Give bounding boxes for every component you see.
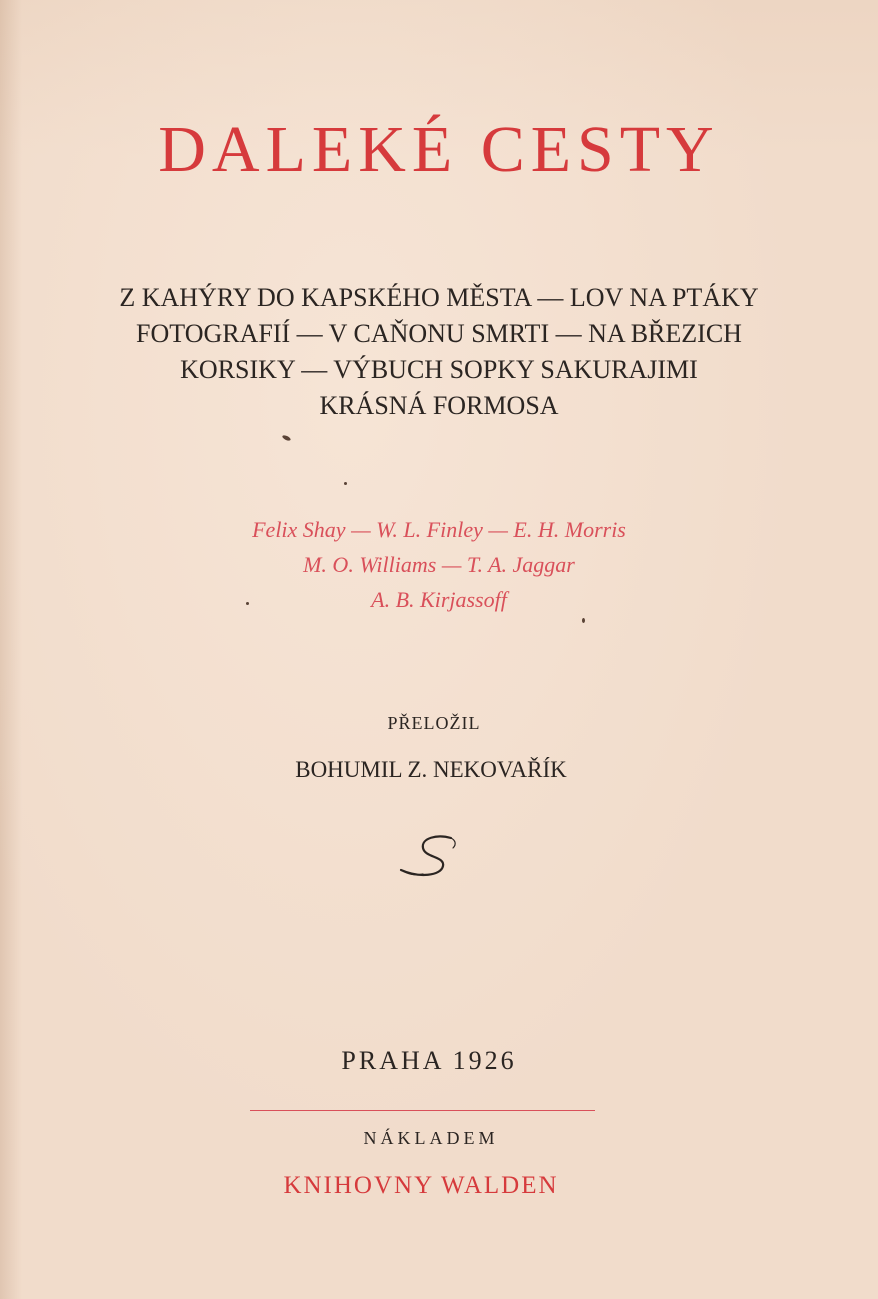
contents-subtitle [80,280,798,424]
subtitle-line: KORSIKY — VÝBUCH SOPKY SAKURAJIMI [180,355,698,384]
author-line: A. B. Kirjassoff [371,587,507,612]
paper-speck [344,482,347,485]
flourish-ornament-icon [393,832,465,882]
author-line: Felix Shay — W. L. Finley — E. H. Morris [252,517,626,542]
authors-list [100,512,778,617]
subtitle-line: KRÁSNÁ FORMOSA [319,391,559,420]
paper-speck [246,602,249,605]
translated-by-label: PŘELOŽIL [387,713,481,733]
book-title: DALEKÉ CESTY [158,113,720,186]
publisher-name: KNIHOVNY WALDEN [283,1172,559,1199]
subtitle-line: FOTOGRAFIÍ — V CAŇONU SMRTI — NA BŘEZICH [136,319,742,348]
paper-speck [582,618,585,623]
paper-speck [282,434,292,441]
publisher-label: NÁKLADEM [363,1128,499,1148]
author-line: M. O. Williams — T. A. Jaggar [303,552,575,577]
red-divider-rule [250,1110,595,1111]
subtitle-line: Z KAHÝRY DO KAPSKÉHO MĚSTA — LOV NA PTÁKY [119,283,759,312]
imprint-place-year: PRAHA 1926 [341,1046,517,1075]
translator-name: BOHUMIL Z. NEKOVAŘÍK [295,757,567,782]
